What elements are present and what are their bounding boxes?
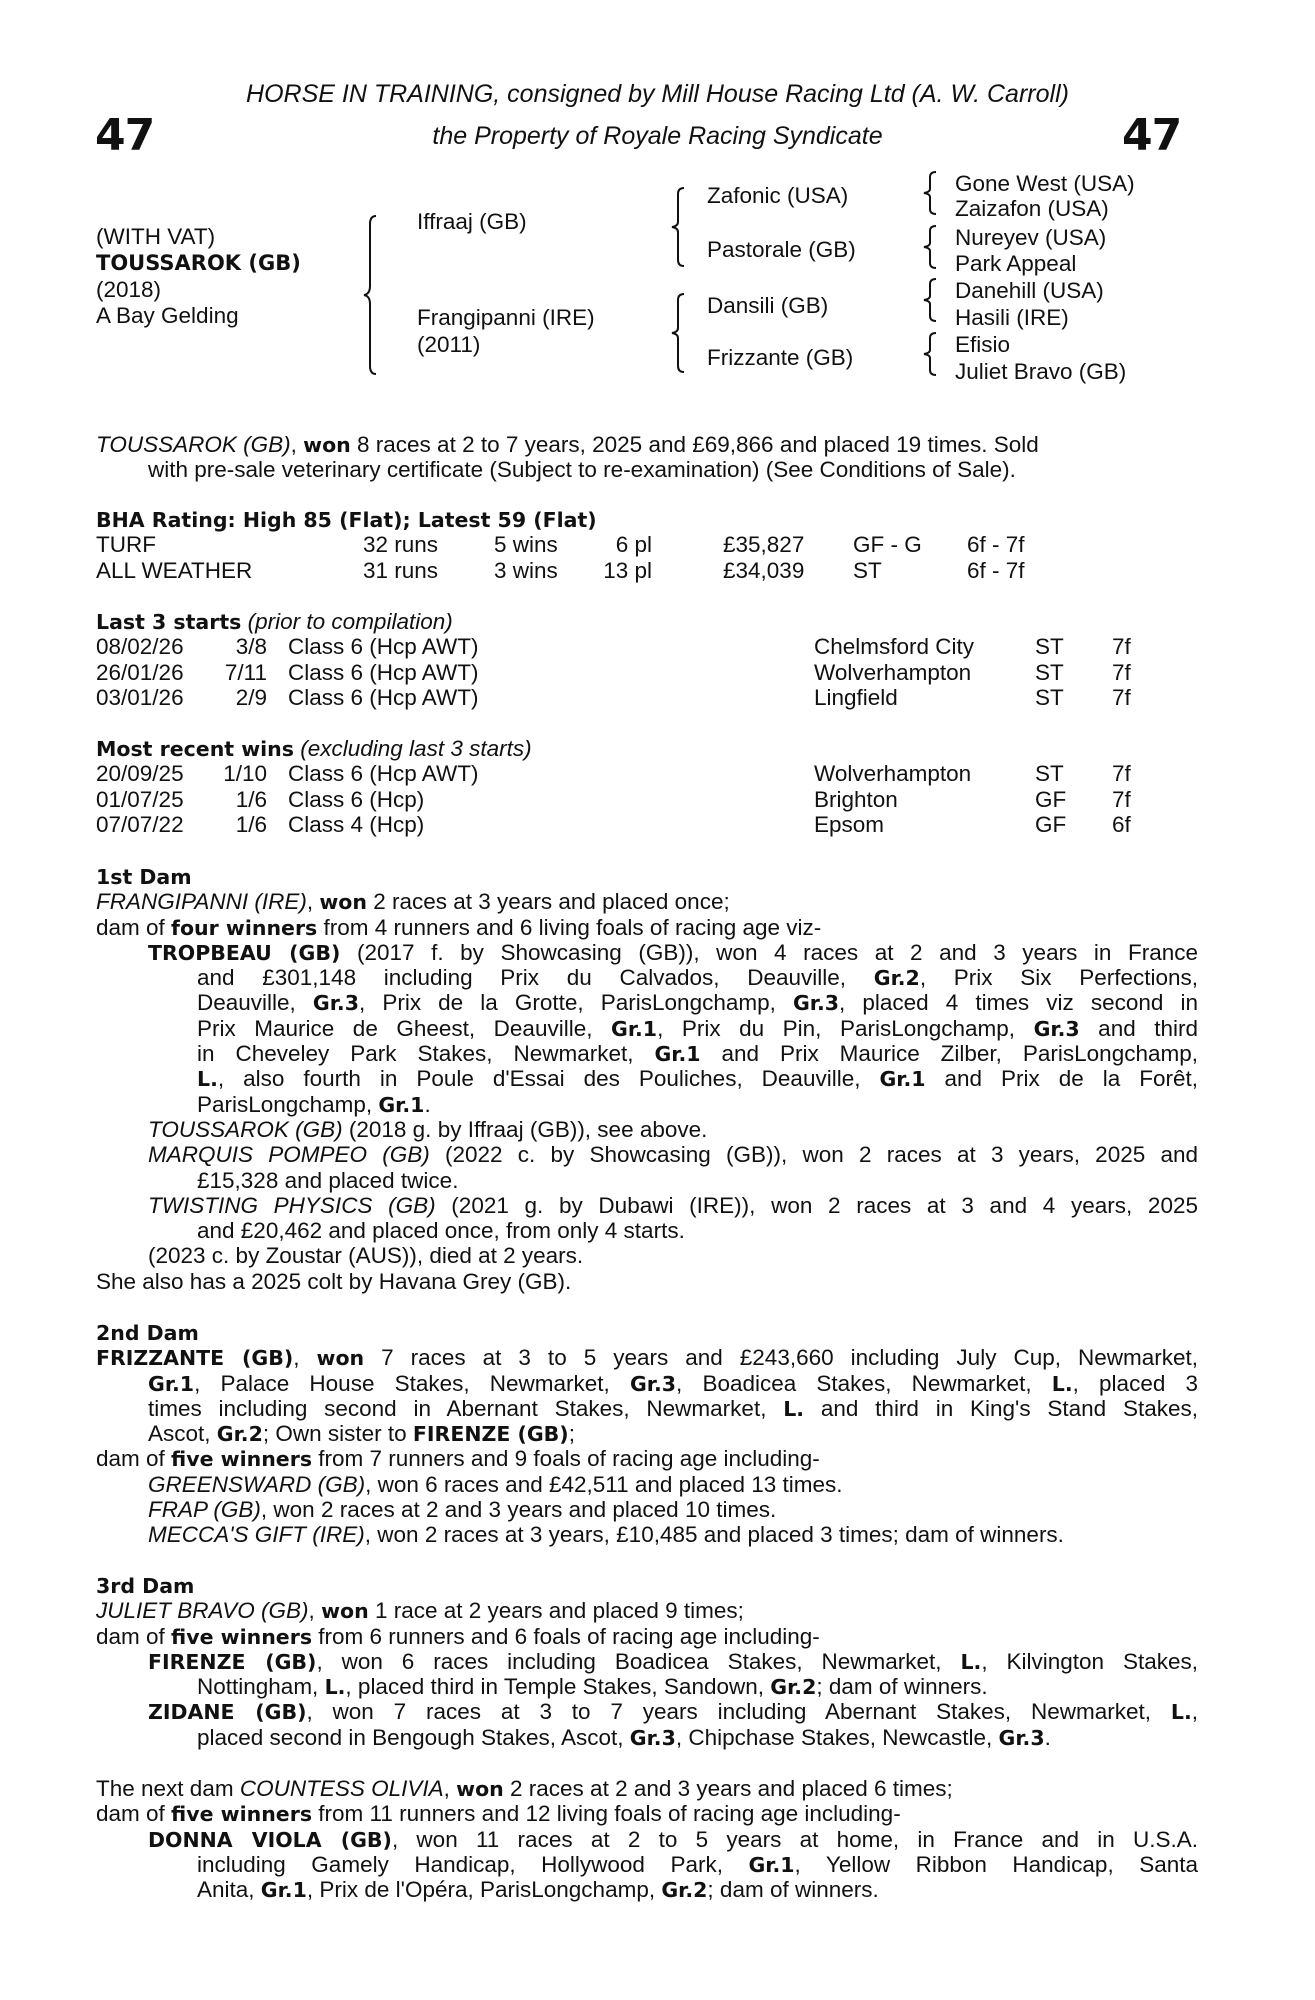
text: Class 6 (Hcp AWT) [288,634,479,660]
win-row [96,787,1198,812]
text [96,1066,1198,1091]
progeny-entry: (2023 c. by Zoustar (AUS)), died at 2 years. [148,1243,584,1269]
text: Ascot, [148,1421,217,1447]
text: 31 runs [363,557,439,583]
bha-title: BHA Rating: High 85 (Flat); Latest 59 (Flat) [96,508,597,532]
bold-text: Gr.1 [148,1371,195,1396]
text [96,1016,1198,1041]
start-row [96,660,1198,685]
win-row [96,761,1198,786]
text: 6 pl [615,532,652,558]
horse-year: (2018) [96,277,162,302]
bold-text: Gr.3 [312,991,359,1016]
text: in Cheveley Park Stakes, Newmarket, [197,1041,655,1067]
text: 7f [1112,659,1131,685]
text: 7/11 [224,659,267,685]
text [96,1446,1198,1471]
italic-text: GREENSWARD (GB) [148,1471,366,1497]
text: TURF [96,532,156,558]
text [96,889,1198,914]
ggp-brace-icon [922,224,942,270]
text: , won 6 races and £42,511 and placed 13 times. [365,1471,843,1497]
text [96,1598,1198,1623]
text [96,965,1198,990]
next-dam-section [96,1776,1198,1902]
text [96,1041,1198,1066]
text: 08/02/26 [96,634,184,660]
text: 01/07/25 [96,786,184,812]
text: 7f [1112,761,1131,787]
text: 1 race at 2 years and placed 9 times; [368,1598,744,1624]
text: , Boadicea Stakes, Newmarket, [676,1370,1052,1396]
text [96,1396,1198,1421]
italic-text: (excluding last 3 starts) [300,736,532,761]
progeny-entry [96,1649,1198,1674]
text: , placed 3 [1072,1370,1199,1396]
bold-text: Gr.2 [873,966,920,991]
text: GF - G [853,532,922,558]
text: , won 2 races at 2 and 3 years and placed 10 times. [260,1497,777,1523]
progeny-entry [96,1142,1198,1167]
third-dam-section [96,1573,1198,1750]
text [96,609,1198,634]
text: Class 6 (Hcp) [288,786,425,812]
bold-text: five winners [171,1624,313,1649]
italic-text: JULIET BRAVO (GB) [96,1598,309,1624]
text: 7f [1112,786,1131,812]
bold-text: Gr.1 [654,1042,701,1067]
bold-text: Most recent wins [96,737,294,761]
text: , won 2 races at 3 years, £10,485 and placed 3 times; dam of winners. [364,1522,1064,1548]
text: ALL WEATHER [96,557,253,583]
bold-text: L. [197,1067,218,1092]
lot-number-left: 47 [95,110,155,161]
start-row [96,634,1198,659]
text: 3/8 [235,634,267,660]
text: , Prix du Pin, ParisLongchamp, [657,1015,1034,1041]
text: Wolverhampton [814,761,972,787]
bold-text: won [316,1346,365,1371]
bold-text: four winners [171,915,318,940]
text: 1/10 [223,761,267,787]
grandparent: Pastorale (GB) [707,237,856,262]
bold-text: L. [783,1396,805,1421]
progeny-entry [96,1827,1198,1852]
italic-text: COUNTESS OLIVIA [239,1776,444,1801]
text [96,990,1198,1015]
bold-text: Gr.3 [629,1725,676,1750]
start-row [96,685,1198,710]
bold-text: Last 3 starts [96,610,242,634]
text: , placed 4 times viz second in [839,990,1198,1016]
bold-text: won [321,1599,369,1624]
race-summary [96,432,1198,483]
text: Deauville, [197,990,313,1016]
bold-text: DONNA VIOLA (GB) [148,1827,392,1852]
lot-number-right: 47 [1122,110,1182,161]
text: 2/9 [235,684,267,710]
bold-text: five winners [171,1447,313,1472]
text [96,1725,1198,1750]
bold-text: Gr.2 [770,1675,817,1700]
text: Epsom [814,811,885,837]
text: times including second in Abernant Stakes, Newmarket, [148,1395,784,1421]
text [96,1852,1198,1877]
bold-text: Gr.2 [661,1878,708,1903]
first-dam-section [96,864,1198,1294]
text: Class 6 (Hcp AWT) [288,684,479,710]
text: Anita, [197,1877,261,1903]
text: dam of [96,1446,172,1472]
great-grandparent: Juliet Bravo (GB) [955,359,1127,384]
text: . [1044,1724,1051,1750]
text: Class 4 (Hcp) [288,811,425,837]
bold-text: L. [1170,1700,1192,1725]
bold-text: Gr.1 [748,1852,795,1877]
bha-rating-section [96,507,1198,583]
text: (2022 c. by Showcasing (GB)), won 2 races at 3 years, 2025 and [429,1142,1198,1168]
text [96,1674,1198,1699]
dam: Frangipanni (IRE) [417,305,595,330]
italic-text: FRANGIPANNI (IRE) [96,889,307,915]
dam-brace-icon [670,292,690,374]
text: GF [1035,786,1067,812]
text: £34,039 [723,557,805,583]
recent-wins-section [96,736,1198,837]
italic-text: TOUSSAROK (GB) [148,1116,343,1142]
section-title: 2nd Dam [96,1321,199,1345]
text [96,1345,1198,1370]
text: , Prix Six Perfections, [919,965,1198,991]
text: 2 races at 2 and 3 years and placed 6 times; [503,1776,953,1801]
italic-text: FRAP (GB) [148,1497,261,1523]
text: from 7 runners and 9 foals of racing age including- [312,1446,820,1472]
ggp-brace-icon [922,277,942,323]
progeny-entry [96,1117,1198,1142]
text: £15,328 and placed twice. [197,1167,459,1193]
text: 7f [1112,634,1131,660]
text: 13 pl [603,557,652,583]
text: Class 6 (Hcp AWT) [288,659,479,685]
text: dam of [96,1623,172,1649]
text: including Gamely Handicap, Hollywood Park, [197,1851,749,1877]
text: 5 wins [494,532,558,558]
italic-text: TOUSSAROK (GB) [96,432,291,457]
text: 3 wins [494,557,558,583]
text [96,1624,1198,1649]
horse-description: A Bay Gelding [96,303,239,328]
text: placed second in Bengough Stakes, Ascot, [197,1724,630,1750]
last-starts-section [96,609,1198,710]
italic-text: MARQUIS POMPEO (GB) [148,1142,430,1168]
text: ST [1035,634,1064,660]
text: Class 6 (Hcp AWT) [288,761,479,787]
bold-text: Gr.1 [378,1092,425,1117]
text: TOUSSAROK (GB), won 8 races at 2 to 7 years, 2025 and £69,866 and placed 19 times. Sold [96,432,1039,457]
text: Lingfield [814,684,898,710]
bha-row [96,558,1198,583]
text: Prix Maurice de Gheest, Deauville, [197,1015,611,1041]
text: and £20,462 and placed once, from only 4 starts. [197,1218,685,1244]
great-grandparent: Nureyev (USA) [955,225,1107,250]
text: , Chipchase Stakes, Newcastle, [675,1724,999,1750]
text: 32 runs [363,532,439,558]
progeny-entry [96,1472,1198,1497]
horse-name: TOUSSAROK (GB) [96,251,301,275]
text: Nottingham, [197,1674,325,1700]
text: ST [1035,659,1064,685]
text: 8 races at 2 to 7 years, 2025 and £69,866 and placed 19 times. Sold [350,432,1039,457]
text: ST [1035,761,1064,787]
text: Brighton [814,786,898,812]
text: , [306,889,320,915]
text [96,1092,1198,1117]
text: and £301,148 including Prix du Calvados, Deauville, [197,965,874,991]
text: , also fourth in Poule d'Essai des Pouliches, Deauville, [217,1066,880,1092]
bold-text: Gr.1 [260,1878,307,1903]
property-line: the Property of Royale Racing Syndicate [432,122,883,150]
text: ; dam of winners. [816,1674,988,1700]
text [96,507,1198,532]
grandparent: Frizzante (GB) [707,345,854,370]
text: , [1191,1699,1198,1725]
text [96,864,1198,889]
bold-text: Gr.3 [792,991,840,1016]
text: , won 7 races at 3 to 7 years including Abernant Stakes, Newmarket, [306,1699,1171,1725]
text: (2021 g. by Dubawi (IRE)), won 2 races at 3 and 4 years, 2025 [435,1192,1198,1218]
text: , won 11 races at 2 to 5 years at home, in France and in U.S.A. [391,1826,1199,1852]
text: ST [1035,684,1064,710]
text: , won 6 races including Boadicea Stakes, Newmarket, [316,1648,961,1674]
text: and Prix Maurice Zilber, ParisLongchamp, [700,1041,1198,1067]
italic-text: (prior to compilation) [247,609,453,634]
bold-text: FIRENZE (GB) [412,1422,569,1447]
text: with pre-sale veterinary certificate (Subject to re-examination) (See Conditions of Sale). [148,457,1016,483]
text: 20/09/25 [96,761,184,787]
great-grandparent: Zaizafon (USA) [955,196,1109,221]
progeny-entry [96,940,1198,965]
text: from 11 runners and 12 living foals of racing age including- [312,1801,901,1827]
grandparent: Zafonic (USA) [707,183,849,208]
dam-year: (2011) [417,332,481,357]
text [96,915,1198,940]
ggp-brace-icon [922,331,942,377]
great-grandparent: Gone West (USA) [955,171,1135,196]
text: ; dam of winners. [707,1877,879,1903]
italic-text: MECCA'S GIFT (IRE) [148,1522,365,1548]
consignor-line: HORSE IN TRAINING, consigned by Mill House Racing Ltd (A. W. Carroll) [246,80,1069,108]
bold-text: ZIDANE (GB) [148,1700,307,1725]
bold-text: Gr.3 [629,1371,677,1396]
text: and third [1079,1015,1199,1041]
text: and third in King's Stand Stakes, [804,1395,1198,1421]
great-grandparent: Danehill (USA) [955,278,1104,303]
text: GF [1035,811,1067,837]
text: 7 races at 3 to 5 years and £243,660 including July Cup, Newmarket, [364,1345,1198,1371]
bold-text: FIRENZE (GB) [148,1649,317,1674]
text: 1/6 [235,811,267,837]
bold-text: five winners [171,1802,313,1827]
great-grandparent: Hasili (IRE) [955,305,1069,330]
text: , Prix de la Grotte, ParisLongchamp, [358,990,793,1016]
great-grandparent: Efisio [955,332,1011,357]
text: from 6 runners and 6 foals of racing age including- [312,1623,820,1649]
text: 7f [1112,684,1131,710]
text: from 4 runners and 6 living foals of racing age viz- [317,914,822,940]
text: 03/01/26 [96,684,184,710]
pedigree-brace-icon [362,214,382,376]
bold-text: Gr.3 [1033,1016,1080,1041]
text: , [293,1345,317,1371]
text: , [443,1776,457,1801]
progeny-entry [96,1522,1198,1547]
bold-text: Gr.1 [879,1067,926,1092]
bold-text: won [319,890,367,915]
bold-text: FRIZZANTE (GB) [96,1346,294,1371]
grandparent: Dansili (GB) [707,293,829,318]
second-dam-section [96,1320,1198,1548]
text [96,1801,1198,1826]
bha-row [96,532,1198,557]
text: Chelmsford City [814,634,975,660]
progeny-entry [96,1699,1198,1724]
text: 6f - 7f [967,532,1025,558]
text: 6f [1112,811,1131,837]
text: , Prix de l'Opéra, ParisLongchamp, [306,1877,662,1903]
text [96,1320,1198,1345]
text: 2 races at 3 years and placed once; [366,889,730,915]
text [96,1421,1198,1446]
bold-text: L. [960,1649,982,1674]
text: , Yellow Ribbon Handicap, Santa [794,1851,1198,1877]
bold-text: Gr.2 [216,1422,263,1447]
sire: Iffraaj (GB) [417,209,527,234]
text [96,1776,1198,1801]
text [96,736,1198,761]
bold-text: Gr.3 [998,1725,1045,1750]
text: (2018 g. by Iffraaj (GB)), see above. [342,1116,708,1142]
text: She also has a 2025 colt by Havana Grey (GB). [96,1268,572,1294]
text: 1/6 [235,786,267,812]
text: ; Own sister to [262,1421,413,1447]
text: The next dam [96,1776,240,1801]
text: ; [568,1421,575,1447]
italic-text: TWISTING PHYSICS (GB) [148,1192,436,1218]
text: , [308,1598,322,1624]
text: ParisLongchamp, [197,1091,379,1117]
text [96,1371,1198,1396]
text: dam of [96,1801,172,1827]
vat-label: (WITH VAT) [96,224,216,249]
text: and Prix de la Forêt, [925,1066,1198,1092]
text: . [424,1091,431,1117]
win-row [96,812,1198,837]
sire-brace-icon [670,186,690,268]
bold-text: TROPBEAU (GB) [148,940,341,965]
text: 6f - 7f [967,557,1025,583]
bold-text: L. [324,1675,346,1700]
text: 07/07/22 [96,811,184,837]
bold-text: L. [1051,1371,1073,1396]
text: £35,827 [723,532,805,558]
section-title: 3rd Dam [96,1574,195,1598]
text: (2017 f. by Showcasing (GB)), won 4 races at 2 and 3 years in France [340,939,1199,965]
progeny-entry [96,1497,1198,1522]
progeny-entry [96,1193,1198,1218]
text [96,1877,1198,1902]
text: , Kilvington Stakes, [981,1648,1198,1674]
text: , placed third in Temple Stakes, Sandown, [345,1674,771,1700]
text: Wolverhampton [814,659,972,685]
great-grandparent: Park Appeal [955,251,1077,276]
bold-text: won [303,433,351,457]
text: dam of [96,914,172,940]
bold-text: won [456,1777,504,1801]
bold-text: Gr.1 [611,1016,658,1041]
section-title: 1st Dam [96,865,192,889]
text: , Palace House Stakes, Newmarket, [194,1370,630,1396]
ggp-brace-icon [922,170,942,216]
text [96,1573,1198,1598]
text: 26/01/26 [96,659,184,685]
text: ST [853,557,882,583]
